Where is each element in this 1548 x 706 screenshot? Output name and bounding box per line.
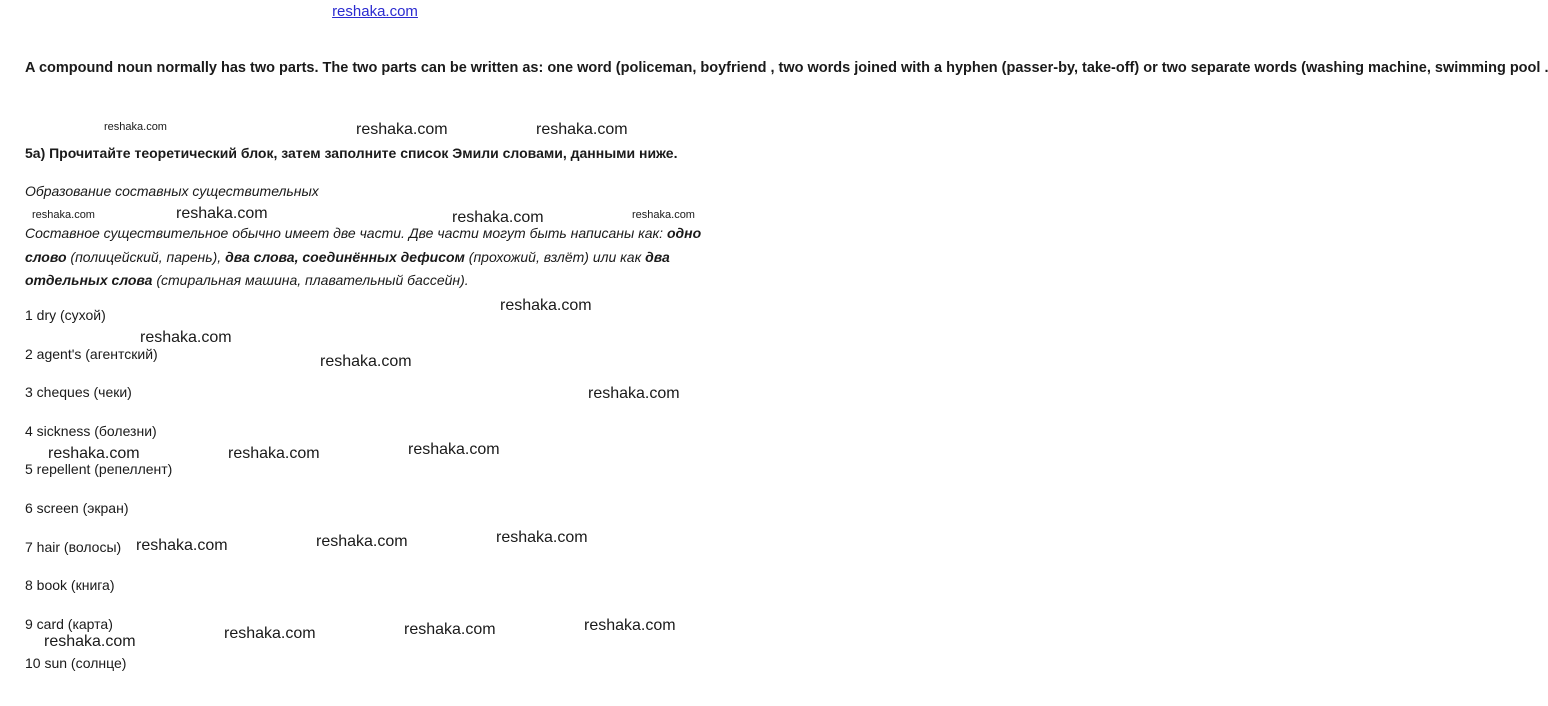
watermark: reshaka.com: [408, 441, 500, 458]
watermark: reshaka.com: [496, 529, 588, 546]
task-instruction: 5a) Прочитайте теоретический блок, затем заполните список Эмили словами, данными ниже.: [25, 145, 678, 161]
ru-emphasis-separate: два отдельных слова: [25, 248, 670, 288]
watermark: reshaka.com: [140, 329, 232, 346]
list-item: 9 card (карта): [25, 616, 113, 632]
list-item: 3 cheques (чеки): [25, 384, 132, 400]
watermark: reshaka.com: [632, 209, 695, 221]
list-item: 4 sickness (болезни): [25, 423, 157, 439]
watermark: reshaka.com: [32, 209, 95, 221]
watermark: reshaka.com: [104, 121, 167, 133]
watermark: reshaka.com: [404, 621, 496, 638]
list-item: 7 hair (волосы): [25, 539, 122, 555]
watermark: reshaka.com: [136, 537, 228, 554]
ru-emphasis-hyphen: два слова, соединённых дефисом: [225, 248, 465, 265]
list-item: 5 repellent (репеллент): [25, 461, 173, 477]
watermark: reshaka.com: [228, 445, 320, 462]
ru-text-3: (прохожий, взлёт) или как: [464, 248, 646, 265]
intro-english-paragraph: A compound noun normally has two parts. The two parts can be written as: one word (policeman, boyfriend , two words joined with a hyphen (passer-by, take-off) or two separate words (washing machine, swimming pool .: [25, 60, 1548, 76]
russian-section-title: Образование составных существительных: [25, 183, 319, 199]
watermark: reshaka.com: [452, 209, 544, 226]
watermark: reshaka.com: [356, 121, 448, 138]
watermark: reshaka.com: [48, 445, 140, 462]
site-link[interactable]: reshaka.com: [332, 3, 418, 20]
list-item: 1 dry (сухой): [25, 307, 106, 323]
watermark: reshaka.com: [588, 385, 680, 402]
watermark: reshaka.com: [316, 533, 408, 550]
ru-text-1: Составное существительное обычно имеет две части. Две части могут быть написаны как:: [25, 225, 667, 241]
ru-text-2: (полицейский, парень),: [66, 248, 226, 265]
ru-emphasis-one-word: одно слово: [25, 225, 702, 265]
watermark: reshaka.com: [176, 205, 268, 222]
watermark: reshaka.com: [584, 617, 676, 634]
list-item: 10 sun (солнце): [25, 655, 127, 671]
list-item: 6 screen (экран): [25, 500, 129, 516]
list-item: 2 agent's (агентский): [25, 346, 158, 362]
russian-paragraph: [25, 222, 730, 293]
list-item: 8 book (книга): [25, 577, 115, 593]
watermark: reshaka.com: [320, 353, 412, 370]
watermark: reshaka.com: [500, 297, 592, 314]
watermark: reshaka.com: [44, 633, 136, 650]
watermark: reshaka.com: [224, 625, 316, 642]
ru-text-4: (стиральная машина, плавательный бассейн).: [152, 272, 469, 288]
watermark: reshaka.com: [536, 121, 628, 138]
